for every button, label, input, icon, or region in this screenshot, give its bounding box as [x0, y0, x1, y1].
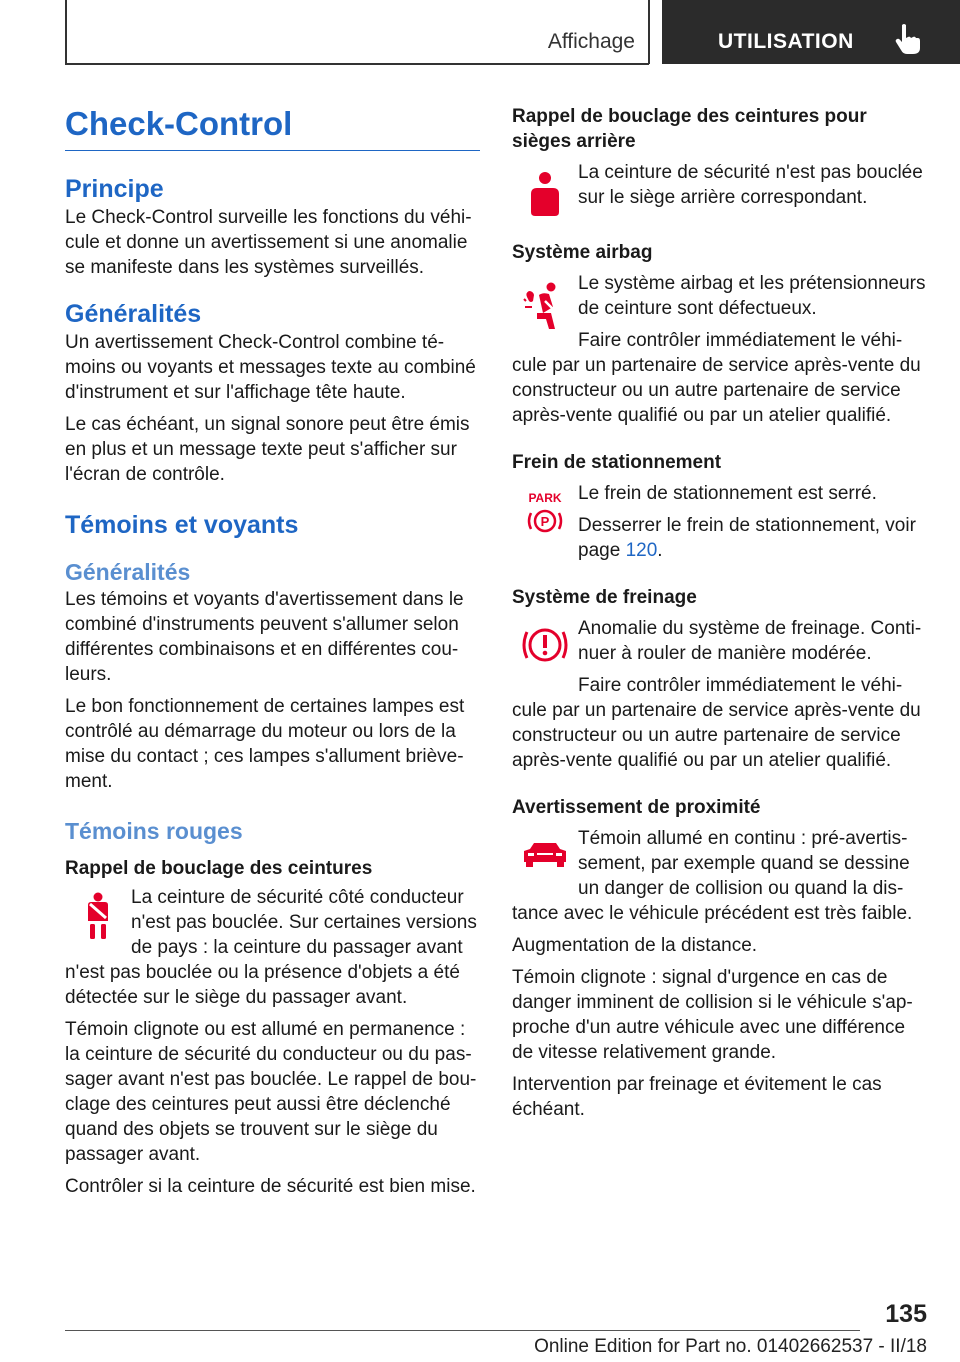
- page-title: Check-Control: [65, 105, 293, 142]
- parking-brake-warning-icon: [525, 489, 565, 537]
- ceintures-heading: Rappel de bouclage des ceintures: [65, 858, 373, 879]
- ceintures-arriere-text: La ceinture de sécurité n'est pas bouclée sur le siège arrière correspondant.: [578, 162, 923, 208]
- ceintures-paragraph-2: Témoin clignote ou est allumé en permanence : la ceinture de sécurité du conducteur ou du pas-sager avant n'est pas bouclée. Le rappel de bou-clage des ceintures peut aussi être déclenché quand des objets se trouvent sur le siège du passager avant.: [65, 1019, 477, 1165]
- proximity-icon-wrap: [512, 826, 578, 901]
- generalites-heading: Généralités: [65, 300, 202, 328]
- principe-heading: Principe: [65, 175, 164, 203]
- pointing-hand-icon: [893, 22, 923, 56]
- footer-rule: [65, 1330, 860, 1331]
- brake-system-icon-wrap: [512, 616, 578, 698]
- proximite-heading: Avertissement de proximité: [512, 797, 761, 818]
- car-warning-icon: [520, 840, 570, 870]
- rear-seatbelt-indicator-block: [512, 160, 928, 218]
- svg-text:P: P: [540, 514, 550, 529]
- temoins-generalites-paragraph-1: Les témoins et voyants d'avertissement dans le combiné d'instruments peuvent s'allumer selon différentes combinaisons et en différentes cou-leurs.: [65, 589, 464, 685]
- airbag-text: Le système airbag et les prétensionneurs de ceinture sont défectueux.: [578, 273, 926, 319]
- frein-see-page-text: Desserrer le frein de stationnement, voir page: [578, 515, 916, 561]
- temoins-rouges-heading: Témoins rouges: [65, 818, 243, 844]
- seatbelt-indicator-block: [65, 885, 480, 960]
- header-section-label: Affichage: [547, 30, 635, 53]
- airbag-heading: Système airbag: [512, 242, 653, 263]
- temoins-generalites-paragraph-2: Le bon fonctionnement de certaines lampes est contrôlé au démarrage du moteur ou lors de la mise du contact ; ces lampes s'allument briève-ment.: [65, 696, 465, 792]
- ceintures-paragraph-3: Contrôler si la ceinture de sécurité est bien mise.: [65, 1176, 476, 1197]
- temoins-generalites-heading: Généralités: [65, 559, 191, 585]
- generalites-paragraph-1: Un avertissement Check-Control combine té-moins ou voyants et messages texte au combiné d'instrument et sur l'affichage tête haute.: [65, 332, 476, 403]
- ceintures-text-continued: n'est pas bouclée ou la présence d'objets a été détectée sur le siège du passager avant.: [65, 962, 460, 1008]
- ceintures-text: La ceinture de sécurité côté conducteur n'est pas bouclée. Sur certaines versions de pays : la ceinture du passager avant: [131, 887, 477, 958]
- header-chapter-label: UTILISATION: [718, 30, 854, 53]
- frein-period: .: [657, 540, 663, 561]
- rear-seatbelt-icon-wrap: [512, 160, 578, 218]
- frein-stationnement-heading: Frein de stationnement: [512, 452, 722, 473]
- generalites-paragraph-2: Le cas échéant, un signal sonore peut être émis en plus et un message texte peut s'afficher sur l'écran de contrôle.: [65, 414, 470, 485]
- page-number: 135: [885, 1300, 927, 1328]
- systeme-freinage-paragraph-2-start: Faire contrôler immédiatement le véhi-: [578, 675, 903, 696]
- principe-text: Le Check-Control surveille les fonctions du véhi-cule et donne un avertissement si une anomalie se manifeste dans les systèmes surveillés.: [65, 207, 472, 278]
- airbag-paragraph-2-start: Faire contrôler immédiatement le véhi-: [578, 330, 903, 351]
- frein-stationnement-paragraph-2: [578, 513, 928, 563]
- proximite-paragraph-4: Intervention par freinage et évitement le cas échéant.: [512, 1074, 882, 1120]
- airbag-paragraph-2-continued: cule par un partenaire de service après-vente du constructeur ou un autre partenaire de service après-vente qualifié ou par un atelier qualifié.: [512, 355, 921, 426]
- frein-stationnement-text: Le frein de stationnement est serré.: [578, 483, 877, 504]
- systeme-freinage-paragraph-2-continued: cule par un partenaire de service après-vente du constructeur ou un autre partenaire de service après-vente qualifié ou par un atelier qualifié.: [512, 700, 921, 771]
- airbag-warning-icon: [523, 279, 567, 333]
- rear-seatbelt-warning-icon: [525, 168, 565, 218]
- left-column: [65, 104, 480, 1199]
- header-divider-mid: [648, 0, 650, 64]
- systeme-freinage-heading: Système de freinage: [512, 587, 697, 608]
- park-icon-label: PARK: [528, 491, 562, 505]
- airbag-icon-wrap: [512, 271, 578, 353]
- airbag-indicator-block: [512, 271, 928, 353]
- seatbelt-icon-wrap: [65, 885, 131, 960]
- page-120-link[interactable]: 120: [625, 540, 658, 561]
- proximite-paragraph-3: Témoin clignote : signal d'urgence en cas de danger imminent de collision si le véhicule s'ap-proche d'un autre véhicule avec une différence de vitesse relativement grande.: [512, 967, 913, 1063]
- temoins-heading: Témoins et voyants: [65, 511, 299, 539]
- footer-edition: Online Edition for Part no. 01402662537 - II/18: [534, 1336, 927, 1357]
- proximite-paragraph-2: Augmentation de la distance.: [512, 935, 758, 956]
- brake-system-indicator-block: [512, 616, 928, 698]
- parking-brake-icon-wrap: [512, 481, 578, 563]
- header-divider-bottom: [65, 63, 649, 65]
- ceintures-arriere-heading: Rappel de bouclage des ceintures pour sièges arrière: [512, 106, 867, 152]
- brake-warning-icon: [521, 624, 569, 666]
- systeme-freinage-text: Anomalie du système de freinage. Conti-nuer à rouler de manière modérée.: [578, 618, 922, 664]
- proximite-text-continued: tance avec le véhicule précédent est très faible.: [512, 903, 913, 924]
- proximity-indicator-block: [512, 826, 928, 901]
- seatbelt-warning-icon: [83, 891, 113, 941]
- right-column: [512, 104, 928, 1122]
- parking-brake-indicator-block: [512, 481, 928, 563]
- header-divider-left: [65, 0, 67, 64]
- proximite-text: Témoin allumé en continu : pré-avertis-sement, par exemple quand se dessine un danger de collision ou quand la dis-: [578, 828, 910, 899]
